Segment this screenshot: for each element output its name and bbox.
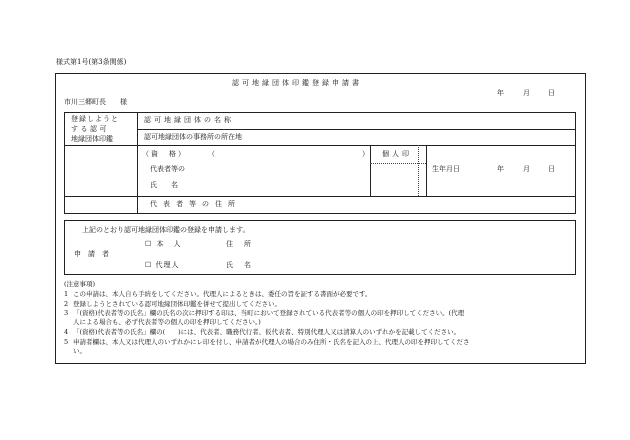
form-number: 様式第1号(第3条関係)	[56, 58, 127, 66]
birthdate-day: 日	[548, 165, 555, 173]
header-day: 日	[548, 89, 555, 97]
name-label: 氏 名	[226, 261, 253, 269]
form-title: 認可地縁団体印鑑登録申請書	[232, 79, 362, 87]
office-address-label: 認可地縁団体の事務所の所在地	[144, 133, 242, 141]
birthdate-label: 生年月日	[432, 165, 460, 173]
note-3-text-line2: 人による場合も、必ず代表者等の個人の印を押印してください。)	[73, 318, 261, 326]
option-agent: ☐ 代理人	[145, 261, 180, 269]
rep-name-label: 代表者等の	[150, 165, 185, 173]
main-table	[64, 112, 576, 214]
note-5-text-line1: 申請者欄は、本人又は代理人のいずれかにレ印を付し、申請者が代理人の場合のみ住所・氏名を記入の上、代理人の印を押印してくださ	[73, 338, 470, 346]
note-5-text-line2: い。	[73, 347, 86, 355]
addressee: 市川三郷町長 様	[64, 98, 127, 106]
note-4-num: 4	[64, 328, 69, 336]
note-3-num: 3	[64, 309, 69, 317]
address-label: 住 所	[226, 240, 253, 248]
applicant-label: 申 請 者	[74, 250, 109, 258]
personal-seal-label: 個人印	[382, 150, 412, 158]
header-year: 年	[497, 89, 504, 97]
group-label-line3: 地縁団体印鑑	[71, 135, 113, 143]
paren-close: ）	[362, 150, 369, 158]
group-label-line1: 登録しようと	[71, 115, 119, 123]
birthdate-month: 月	[523, 165, 530, 173]
note-2-num: 2	[64, 300, 69, 308]
note-1-num: 1	[64, 290, 69, 298]
paren-open: （	[208, 150, 215, 158]
group-label-line2: する認可	[71, 125, 109, 133]
rep-name-label2: 氏 名	[150, 181, 178, 189]
notes-heading: (注意事項)	[64, 280, 96, 288]
qualification-label: （資 格）	[142, 150, 187, 158]
header-month: 月	[523, 89, 530, 97]
option-self: ☐ 本 人	[145, 240, 183, 248]
note-2-text: 登録しようとされている認可地縁団体印鑑を併せて提出してください。	[73, 300, 281, 308]
note-4-text: 「(資格)代表者等の氏名」欄の( )には、代表者、職務代行者、仮代表者、特別代理人又は清算人のいずれかを記載してください。	[73, 328, 461, 336]
note-1-text: この申請は、本人自ら手続をしてください。代理人によるときは、委任の旨を証する書面が必要です。	[73, 290, 372, 298]
group-name-label: 認可地縁団体の名称	[144, 116, 234, 124]
rep-address-label: 代表者等の住所	[150, 200, 241, 208]
note-5-num: 5	[64, 338, 69, 346]
birthdate-year: 年	[497, 165, 504, 173]
note-3-text-line1: 「(資格)代表者等の氏名」欄の氏名の次に押印する印は、当町において登録されている代表者等の個人の印を押印してください。(代理	[73, 309, 465, 317]
application-statement: 上記のとおり認可地縁団体印鑑の登録を申請します。	[82, 226, 250, 234]
